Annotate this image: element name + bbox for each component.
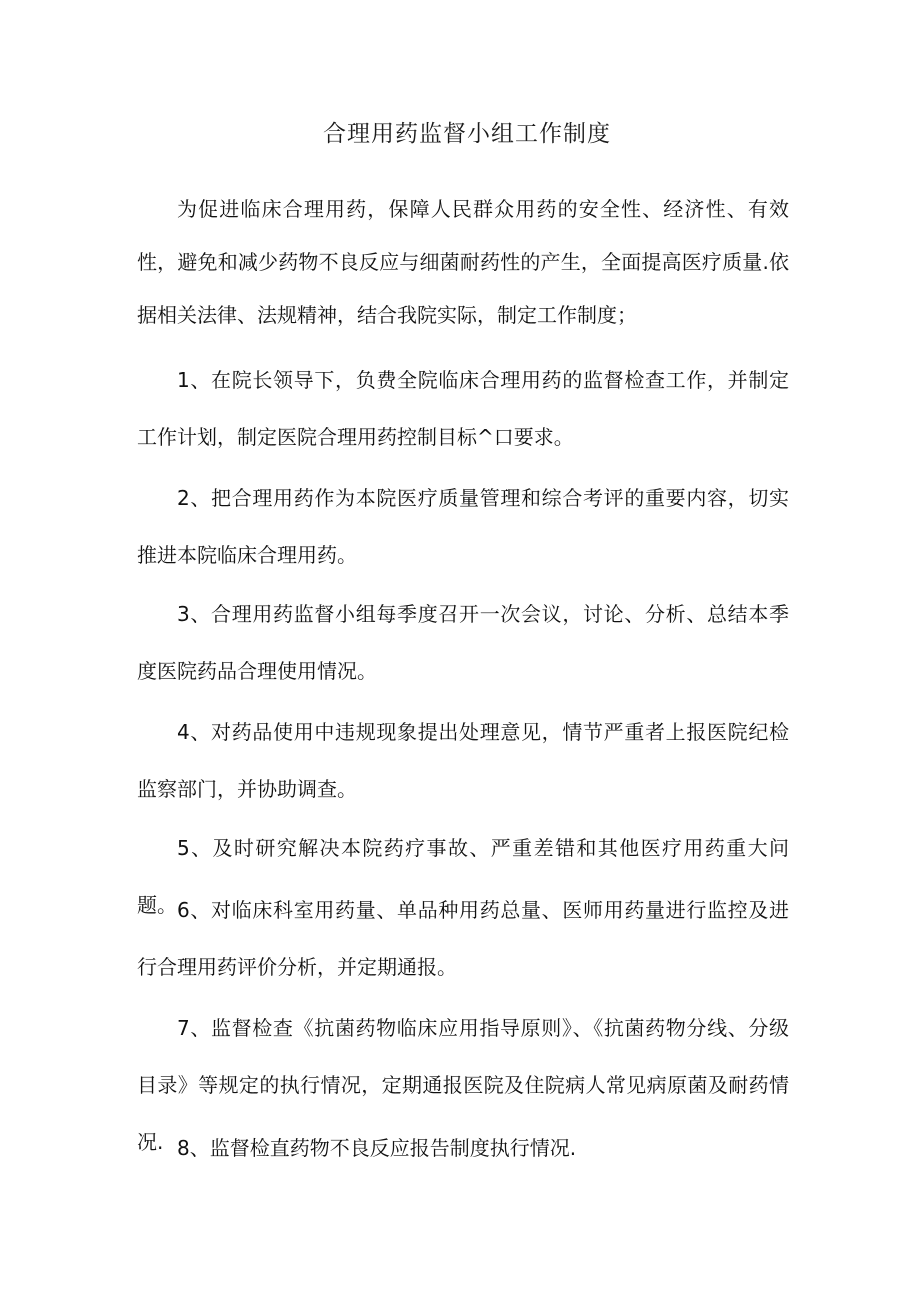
- rule-item-8: 8、监督检直药物不良反应报告制度执行情况.: [177, 1136, 577, 1160]
- intro-paragraph: 为促进临床合理用药，保障人民群众用药的安全性、经济性、有效性，避免和减少药物不良反应与细菌耐药性的产生，全面提高医疗质量.依据相关法律、法规精神，结合我院实际，制定工作制度；: [137, 197, 789, 327]
- rule-item-3: 3、合理用药监督小组每季度召开一次会议，讨论、分析、总结本季度医院药品合理使用情况。: [137, 602, 789, 683]
- rule-item-7: 7、监督检查《抗菌药物临床应用指导原则》、《抗菌药物分线、分级目录》等规定的执行情况，定期通报医院及住院病人常见病原菌及耐药情况.: [137, 1016, 789, 1154]
- rule-item-5: 5、及时研究解决本院药疗事故、严重差错和其他医疗用药重大问题。: [137, 836, 789, 917]
- document-title: 合理用药监督小组工作制度: [323, 121, 611, 147]
- rule-item-2: 2、把合理用药作为本院医疗质量管理和综合考评的重要内容，切实推进本院临床合理用药。: [137, 486, 789, 567]
- rule-item-1: 1、在院长领导下，负费全院临床合理用药的监督检查工作，并制定工作计划，制定医院合理用药控制目标^口要求。: [137, 368, 789, 449]
- rule-item-4: 4、对药品使用中违规现象提出处理意见，情节严重者上报医院纪检监察部门，并协助调查。: [137, 720, 789, 801]
- rule-item-6: 6、对临床科室用药量、单品种用药总量、医师用药量进行监控及进行合理用药评价分析，并定期通报。: [137, 898, 789, 979]
